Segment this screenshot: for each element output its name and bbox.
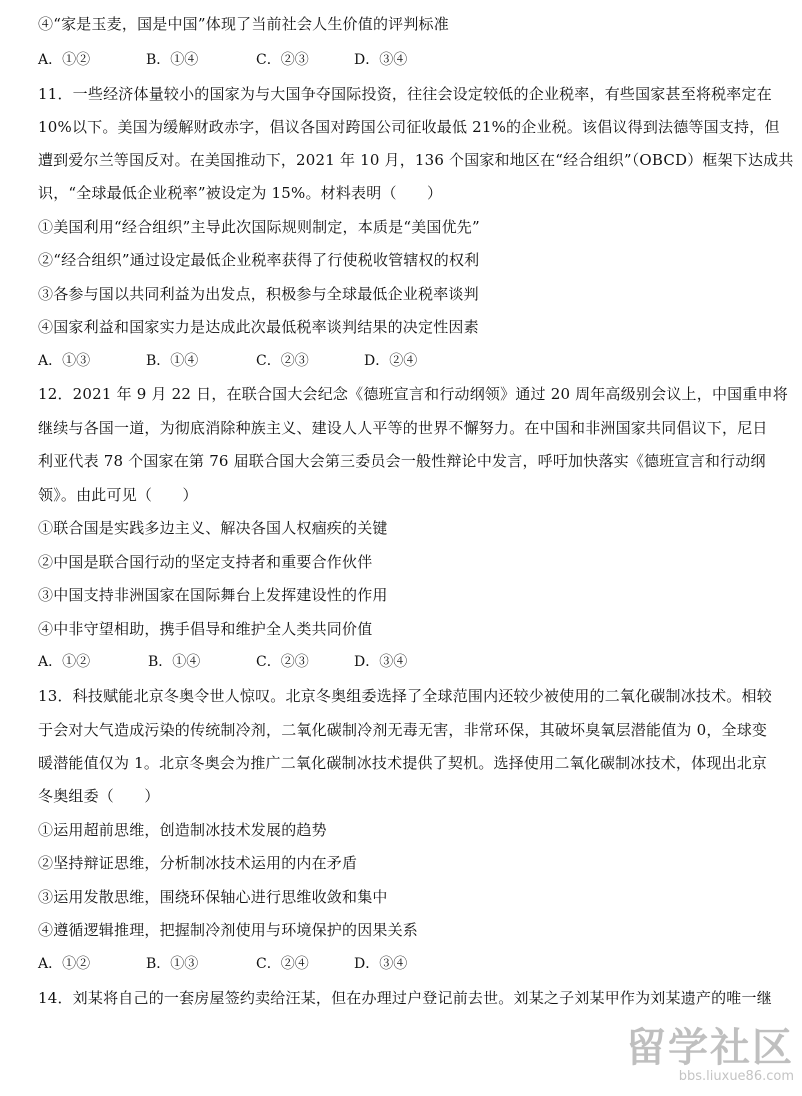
q12-stem-line: 继续与各国一道，为彻底消除种族主义、建设人人平等的世界不懈努力。在中国和非洲国家共同倡议下，尼日: [38, 419, 768, 437]
q11-stem-line: 遭到爱尔兰等国反对。在美国推动下，2021 年 10 月，136 个国家和地区在“经合组织”（OBCD）框架下达成共: [38, 151, 794, 169]
q11-stem-line: 识，“全球最低企业税率”被设定为 15%。材料表明（ ）: [38, 184, 443, 202]
q13-option-d: D．③④: [354, 956, 408, 972]
q11-statement-1: ①美国利用“经合组织”主导此次国际规则制定，本质是“美国优先”: [38, 218, 480, 236]
q13-option-a: A．①②: [38, 956, 91, 972]
q12-stem-line: 12．2021 年 9 月 22 日，在联合国大会纪念《德班宣言和行动纲领》通过 20 周年高级别会议上，中国重申将: [38, 385, 788, 403]
q12-stem-line: 利亚代表 78 个国家在第 76 届联合国大会第三委员会一般性辩论中发言，呼吁加快落实《德班宣言和行动纲: [38, 452, 766, 470]
q10-option-d: D．③④: [354, 52, 408, 68]
watermark: [626, 1026, 794, 1084]
q13-statement-2: ②坚持辩证思维，分析制冰技术运用的内在矛盾: [38, 854, 358, 872]
q13-statement-4: ④遵循逻辑推理，把握制冷剂使用与环境保护的因果关系: [38, 921, 419, 939]
q11-stem-line: 10%以下。美国为缓解财政赤字，倡议各国对跨国公司征收最低 21%的企业税。该倡议得到法德等国支持，但: [38, 118, 780, 136]
q13-stem-line: 冬奥组委（ ）: [38, 787, 160, 805]
q13-option-c: C．②④: [256, 956, 309, 972]
q12-statement-3: ③中国支持非洲国家在国际舞台上发挥建设性的作用: [38, 586, 388, 604]
q11-statement-4: ④国家利益和国家实力是达成此次最低税率谈判结果的决定性因素: [38, 318, 479, 336]
q11-option-b: B．①④: [146, 353, 199, 369]
q11-option-d: D．②④: [364, 353, 418, 369]
q10-statement-4: ④“家是玉麦，国是中国”体现了当前社会人生价值的评判标准: [38, 15, 449, 33]
q11-statement-3: ③各参与国以共同利益为出发点，积极参与全球最低企业税率谈判: [38, 285, 479, 303]
q11-option-a: A．①③: [38, 353, 91, 369]
q13-statement-1: ①运用超前思维，创造制冰技术发展的趋势: [38, 821, 327, 839]
q12-option-c: C．②③: [256, 654, 309, 670]
q13-statement-3: ③运用发散思维，围绕环保轴心进行思维收敛和集中: [38, 888, 388, 906]
q13-stem-line: 于会对大气造成污染的传统制冷剂，二氧化碳制冷剂无毒无害，非常环保，其破坏臭氧层潜能值为 0，全球变: [38, 721, 768, 739]
q14-stem-line: 14．刘某将自己的一套房屋签约卖给汪某，但在办理过户登记前去世。刘某之子刘某甲作为刘某遗产的唯一继: [38, 989, 772, 1007]
q11-statement-2: ②“经合组织”通过设定最低企业税率获得了行使税收管辖权的权利: [38, 251, 480, 269]
q11-option-c: C．②③: [256, 353, 309, 369]
q11-stem-line: 11．一些经济体量较小的国家为与大国争夺国际投资，往往会设定较低的企业税率，有些国家甚至将税率定在: [38, 85, 772, 103]
q10-option-c: C．②③: [256, 52, 309, 68]
watermark-logo: 留学社区: [626, 1025, 794, 1071]
q12-statement-4: ④中非守望相助，携手倡导和维护全人类共同价值: [38, 620, 373, 638]
q12-option-b: B．①④: [148, 654, 201, 670]
q13-stem-line: 13．科技赋能北京冬奥令世人惊叹。北京冬奥组委选择了全球范围内还较少被使用的二氧化碳制冰技术。相较: [38, 687, 772, 705]
q13-stem-line: 暖潜能值仅为 1。北京冬奥会为推广二氧化碳制冰技术提供了契机。选择使用二氧化碳制冰技术，体现出北京: [38, 754, 768, 772]
q12-stem-line: 领》。由此可见（ ）: [38, 486, 198, 504]
q10-option-a: A．①②: [38, 52, 91, 68]
watermark-url: bbs.liuxue86.com: [678, 1069, 794, 1084]
q12-statement-2: ②中国是联合国行动的坚定支持者和重要合作伙伴: [38, 553, 373, 571]
q12-option-d: D．③④: [354, 654, 408, 670]
q12-option-a: A．①②: [38, 654, 91, 670]
q13-option-b: B．①③: [146, 956, 199, 972]
q10-option-b: B．①④: [146, 52, 199, 68]
q12-statement-1: ①联合国是实践多边主义、解决各国人权痼疾的关键: [38, 519, 388, 537]
